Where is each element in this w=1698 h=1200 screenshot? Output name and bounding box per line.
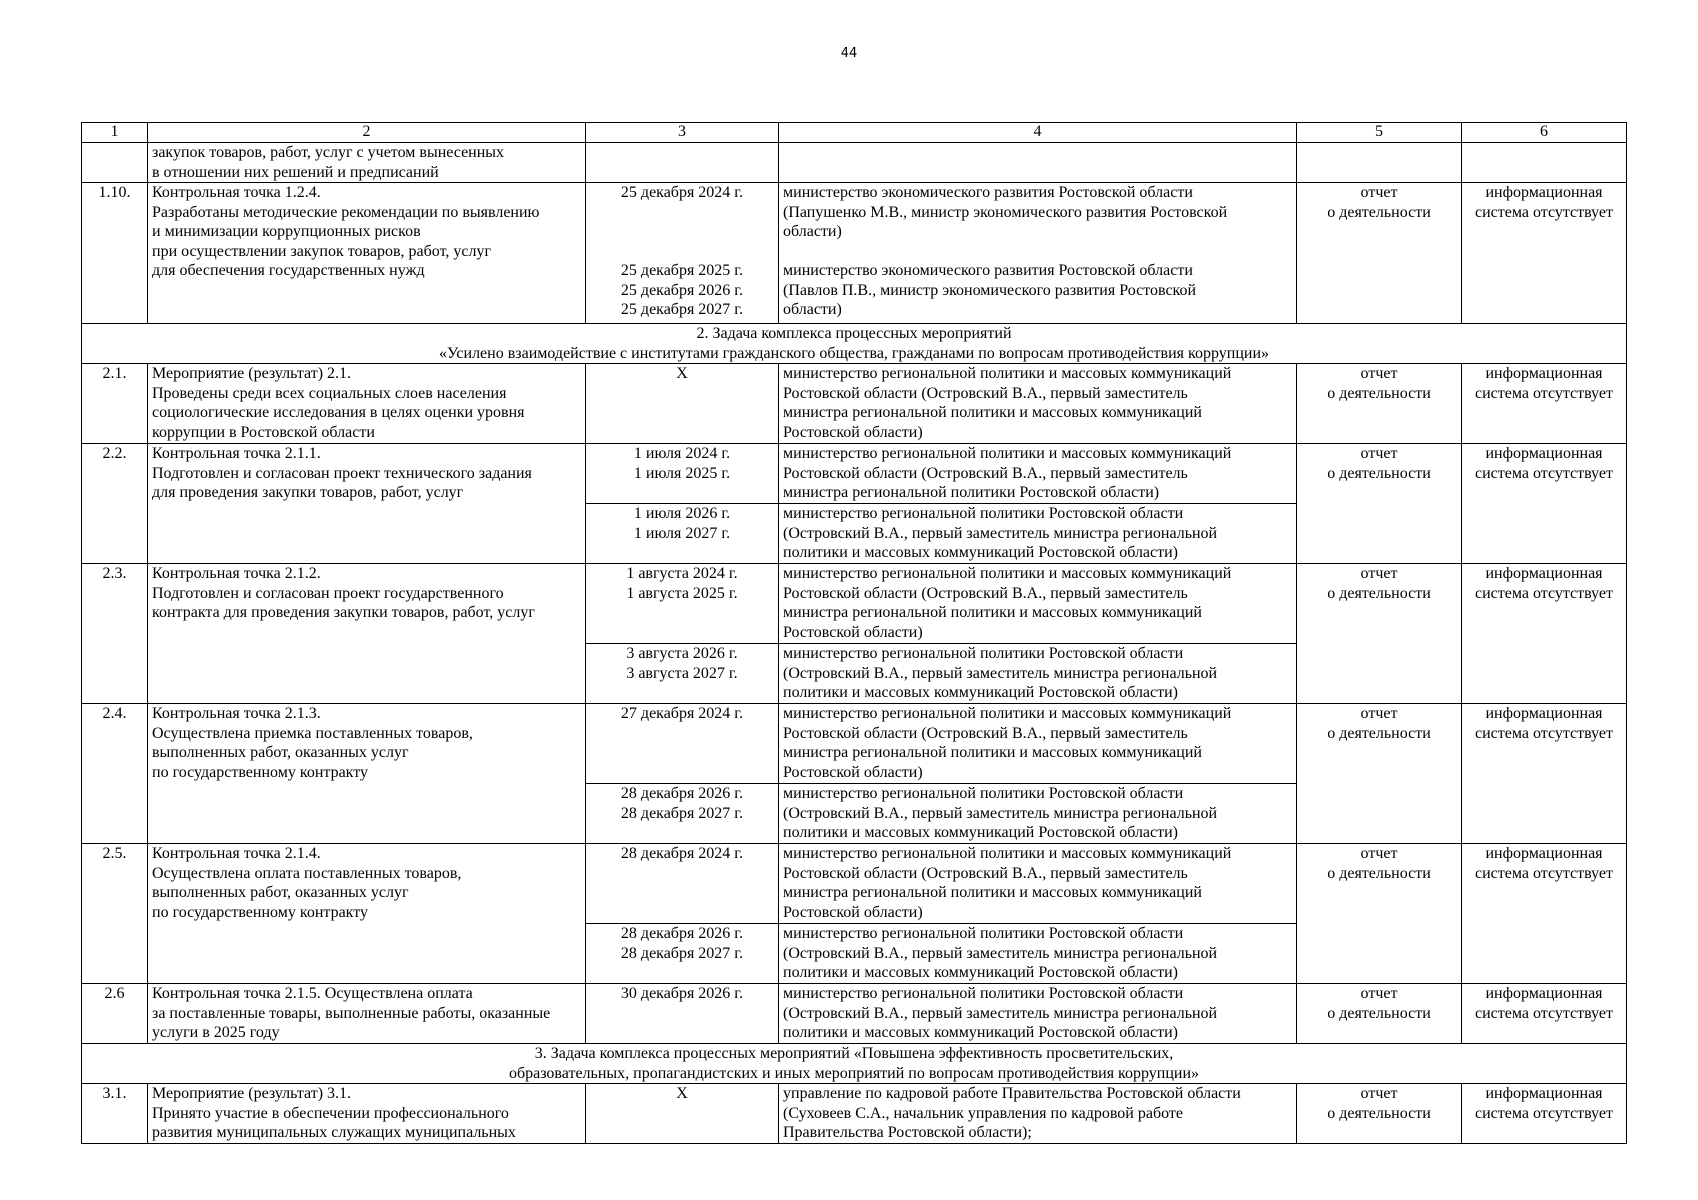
document-type: отчет о деятельности [1297,984,1462,1044]
information-system: информационная система отсутствует [1462,444,1627,564]
section-heading: 2. Задача комплекса процессных мероприятий «Усилено взаимодействие с институтами гражданского общества, гражданами по вопросам противодействия коррупции» [82,324,1627,364]
measure-description: Контрольная точка 2.1.1. Подготовлен и согласован проект технического задания для проведения закупки товаров, работ, услуг [148,444,586,564]
responsible: министерство региональной политики Ростовской области (Островский В.А., первый заместитель министра региональной политики и массовых коммуникаций Ростовской области) [779,644,1297,704]
page-number: 44 [840,46,858,61]
section-row [82,1044,1627,1084]
header-cell: 1 [82,123,148,143]
responsible: управление по кадровой работе Правительства Ростовской области (Суховеев С.А., начальник управления по кадровой работе Правительства Ростовской области); [779,1084,1297,1144]
table-row [82,364,1627,444]
responsible: министерство региональной политики Ростовской области (Островский В.А., первый заместитель министра региональной политики и массовых коммуникаций Ростовской области) [779,984,1297,1044]
responsible: министерство региональной политики и массовых коммуникаций Ростовской области (Островский В.А., первый заместитель министра региональной политики и массовых коммуникаций Ростовской области) [779,844,1297,924]
row-number: 2.6 [82,984,148,1044]
information-system: информационная система отсутствует [1462,183,1627,324]
deadline: 3 августа 2026 г. 3 августа 2027 г. [586,644,779,704]
document-type: отчет о деятельности [1297,1084,1462,1144]
table-row [82,183,1627,324]
document-type: отчет о деятельности [1297,564,1462,704]
measure-description: закупок товаров, работ, услуг с учетом вынесенных в отношении них решений и предписаний [148,143,586,183]
measure-description: Контрольная точка 2.1.3. Осуществлена приемка поставленных товаров, выполненных работ, оказанных услуг по государственному контракту [148,704,586,844]
document-type: отчет о деятельности [1297,704,1462,844]
deadline: 28 декабря 2024 г. [586,844,779,924]
responsible: министерство региональной политики и массовых коммуникаций Ростовской области (Островский В.А., первый заместитель министра региональной политики и массовых коммуникаций Ростовской области) [779,564,1297,644]
information-system: информационная система отсутствует [1462,564,1627,704]
header-cell: 5 [1297,123,1462,143]
header-cell: 6 [1462,123,1627,143]
row-number: 2.3. [82,564,148,704]
document-type: отчет о деятельности [1297,444,1462,564]
information-system: информационная система отсутствует [1462,844,1627,984]
responsible: министерство региональной политики и массовых коммуникаций Ростовской области (Островский В.А., первый заместитель министра региональной политики и массовых коммуникаций Ростовской области) [779,704,1297,784]
responsible: министерство региональной политики Ростовской области (Островский В.А., первый заместитель министра региональной политики и массовых коммуникаций Ростовской области) [779,924,1297,984]
deadline [586,143,779,183]
deadline: X [586,364,779,444]
measure-description: Контрольная точка 2.1.4. Осуществлена оплата поставленных товаров, выполненных работ, оказанных услуг по государственному контракту [148,844,586,984]
responsible: министерство региональной политики Ростовской области (Островский В.А., первый заместитель министра региональной политики и массовых коммуникаций Ростовской области) [779,504,1297,564]
deadline: 28 декабря 2026 г. 28 декабря 2027 г. [586,784,779,844]
measure-description: Контрольная точка 1.2.4. Разработаны методические рекомендации по выявлению и минимизации коррупционных рисков при осуществлении закупок товаров, работ, услуг для обеспечения государственных нужд [148,183,586,324]
responsible: министерство региональной политики и массовых коммуникаций Ростовской области (Островский В.А., первый заместитель министра региональной политики и массовых коммуникаций Ростовской области) [779,364,1297,444]
measures-table [81,122,1627,1144]
information-system: информационная система отсутствует [1462,1084,1627,1144]
section-heading: 3. Задача комплекса процессных мероприятий «Повышена эффективность просветительских, образовательных, пропагандистских и иных мероприятий по вопросам противодействия коррупции» [82,1044,1627,1084]
responsible: министерство региональной политики и массовых коммуникаций Ростовской области (Островский В.А., первый заместитель министра региональной политики Ростовской области) [779,444,1297,504]
deadline: 28 декабря 2026 г. 28 декабря 2027 г. [586,924,779,984]
responsible [779,143,1297,183]
header-cell: 3 [586,123,779,143]
information-system: информационная система отсутствует [1462,704,1627,844]
table-row [82,564,1627,644]
row-number: 2.2. [82,444,148,564]
measure-description: Контрольная точка 2.1.2. Подготовлен и согласован проект государственного контракта для проведения закупки товаров, работ, услуг [148,564,586,704]
document-type: отчет о деятельности [1297,183,1462,324]
deadline: 1 июля 2026 г. 1 июля 2027 г. [586,504,779,564]
deadline: X [586,1084,779,1144]
table-row [82,143,1627,183]
table-header-row [82,123,1627,143]
deadline: 1 июля 2024 г. 1 июля 2025 г. [586,444,779,504]
row-number: 2.4. [82,704,148,844]
deadline: 30 декабря 2026 г. [586,984,779,1044]
row-number: 1.10. [82,183,148,324]
responsible: министерство региональной политики Ростовской области (Островский В.А., первый заместитель министра региональной политики и массовых коммуникаций Ростовской области) [779,784,1297,844]
row-number: 2.1. [82,364,148,444]
header-cell: 4 [779,123,1297,143]
document-type: отчет о деятельности [1297,364,1462,444]
deadline: 27 декабря 2024 г. [586,704,779,784]
deadline: 25 декабря 2024 г. 25 декабря 2025 г. 25 декабря 2026 г. 25 декабря 2027 г. [586,183,779,324]
table-row [82,444,1627,504]
table-row [82,844,1627,924]
measure-description: Мероприятие (результат) 2.1. Проведены среди всех социальных слоев населения социологические исследования в целях оценки уровня коррупции в Ростовской области [148,364,586,444]
row-number: 3.1. [82,1084,148,1144]
information-system: информационная система отсутствует [1462,364,1627,444]
table-row [82,1084,1627,1144]
information-system [1462,143,1627,183]
responsible: министерство экономического развития Ростовской области (Папушенко М.В., министр экономического развития Ростовской области) министерство экономического развития Ростовской области (Павлов П.В., министр экономического развития Ростовской области) [779,183,1297,324]
table-row [82,984,1627,1044]
information-system: информационная система отсутствует [1462,984,1627,1044]
deadline: 1 августа 2024 г. 1 августа 2025 г. [586,564,779,644]
row-number [82,143,148,183]
document-type: отчет о деятельности [1297,844,1462,984]
header-cell: 2 [148,123,586,143]
document-type [1297,143,1462,183]
section-row [82,324,1627,364]
measure-description: Контрольная точка 2.1.5. Осуществлена оплата за поставленные товары, выполненные работы, оказанные услуги в 2025 году [148,984,586,1044]
row-number: 2.5. [82,844,148,984]
table-row [82,704,1627,784]
measure-description: Мероприятие (результат) 3.1. Принято участие в обеспечении профессионального развития муниципальных служащих муниципальных [148,1084,586,1144]
